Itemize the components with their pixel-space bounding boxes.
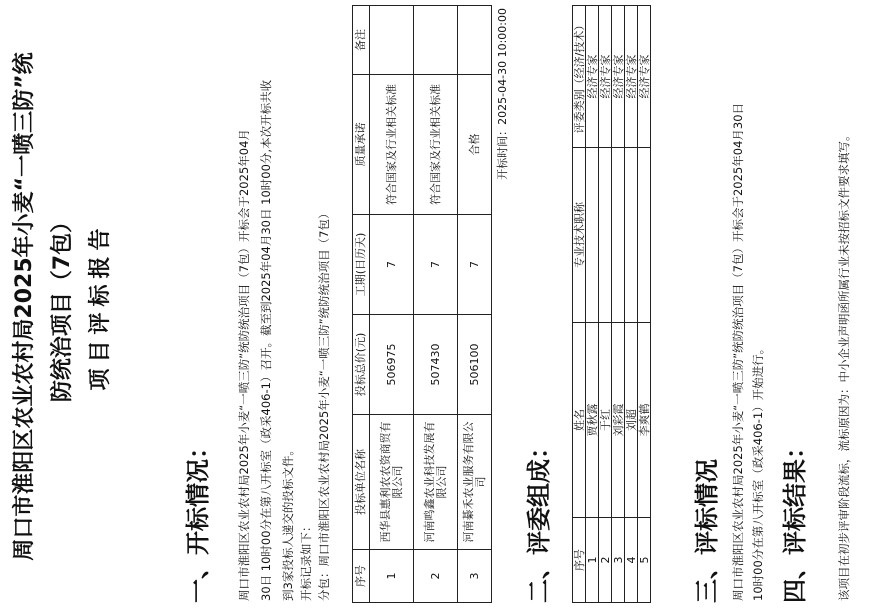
bid-cell: 符合国家及行业相关标准	[370, 75, 414, 215]
committee-cell	[612, 148, 625, 323]
bid-cell	[370, 6, 414, 75]
report-title-line2: 防统治项目（7包）	[50, 210, 75, 403]
report-title-line1: 周口市淮阳区农业农村局2025年小麦“一喷三防”统	[12, 52, 37, 561]
table-row	[638, 6, 651, 603]
section1-para2: 30日 10时00分在第八开标室（政采406-1）召开。截至到2025年04月30日 10时00分,本次开标共收	[259, 79, 273, 601]
table-row	[599, 6, 612, 603]
bid-cell: 506975	[370, 315, 414, 415]
bid-cell: 7	[414, 215, 458, 315]
committee-cell: 李爽鹤	[638, 323, 651, 518]
table-row	[612, 6, 625, 603]
bid-table-header-row	[353, 6, 370, 603]
bid-cell: 合格	[458, 75, 492, 215]
bid-header-duration: 工期(日历天)	[353, 215, 370, 315]
table-row	[370, 6, 414, 603]
committee-cell: 刘超	[625, 323, 638, 518]
committee-table-header-row	[573, 6, 586, 603]
bid-header-quality: 质量承诺	[353, 75, 370, 215]
committee-cell: 1	[586, 518, 599, 603]
committee-cell: 2	[599, 518, 612, 603]
committee-cell	[638, 148, 651, 323]
section1-record-label: 开标记录如下：	[299, 520, 313, 601]
bid-header-company: 投标单位名称	[353, 415, 370, 550]
report-title-line3: 项目评标报告	[88, 222, 113, 391]
bid-header-price: 投标总价(元)	[353, 315, 370, 415]
section4-para1: 该项目在初步评审阶段流标，流标原因为：中小企业声明函所属行业未按招标文件要求填写。	[837, 129, 851, 601]
committee-cell: 经济专家	[599, 6, 612, 148]
committee-header-title: 专业技术职称	[573, 148, 586, 323]
bid-cell: 符合国家及行业相关标准	[414, 75, 458, 215]
bid-cell: 506100	[458, 315, 492, 415]
committee-cell: 于红	[599, 323, 612, 518]
committee-header-index: 序号	[573, 518, 586, 603]
committee-cell: 5	[638, 518, 651, 603]
committee-cell	[625, 148, 638, 323]
committee-cell	[599, 148, 612, 323]
committee-cell	[586, 148, 599, 323]
table-row	[625, 6, 638, 603]
committee-cell: 3	[612, 518, 625, 603]
table-row	[414, 6, 458, 603]
bid-header-index: 序号	[353, 550, 370, 603]
bid-cell: 3	[458, 550, 492, 603]
committee-cell: 经济专家	[625, 6, 638, 148]
committee-table	[572, 5, 651, 603]
section1-package-label: 分包：周口市淮阳区农业农村局2025年小麦“一喷三防”统防统治项目（7包）	[317, 207, 331, 601]
bid-header-remark: 备注	[353, 6, 370, 75]
bid-table	[352, 5, 492, 603]
committee-cell: 经济专家	[638, 6, 651, 148]
section3-para2: 10时00分在第八开标室（政采406-1）开始进行。	[751, 342, 765, 601]
table-row	[586, 6, 599, 603]
bid-cell: 河南鸣鑫农业科技发展有限公司	[414, 415, 458, 550]
table-row	[458, 6, 492, 603]
bid-cell: 507430	[414, 315, 458, 415]
section2-heading: 二、评委组成：	[525, 435, 553, 603]
bid-cell	[414, 6, 458, 75]
section1-para1: 周口市淮阳区农业农村局2025年小麦“一喷三防”统防统治项目（7包）开标会于2025年04月	[237, 129, 251, 601]
committee-header-category: 评委类别（经济/技术）	[573, 6, 586, 148]
open-time: 开标时间：2025-04-30 10:00:00	[496, 8, 509, 180]
bid-cell: 7	[370, 215, 414, 315]
bid-cell: 7	[458, 215, 492, 315]
committee-cell: 刘彩霞	[612, 323, 625, 518]
committee-header-name: 姓名	[573, 323, 586, 518]
section3-heading: 三、评标情况	[693, 459, 721, 603]
committee-cell: 经济专家	[612, 6, 625, 148]
section4-heading: 四、评标结果：	[781, 435, 809, 603]
section3-para1: 周口市淮阳区农业农村局2025年小麦“一喷三防”统防统治项目（7包）开标会于2025年04月30日	[731, 102, 745, 601]
bid-cell: 2	[414, 550, 458, 603]
bid-cell	[458, 6, 492, 75]
bid-cell: 河南綦禾农业服务有限公司	[458, 415, 492, 550]
committee-cell: 贾秋露	[586, 323, 599, 518]
section1-heading: 一、开标情况：	[184, 435, 212, 603]
section1-para3: 到3家投标人递交的投标文件。	[281, 444, 295, 601]
committee-cell: 4	[625, 518, 638, 603]
bid-cell: 1	[370, 550, 414, 603]
bid-cell: 西华县惠利农农资商贸有限公司	[370, 415, 414, 550]
committee-cell: 经济专家	[586, 6, 599, 148]
